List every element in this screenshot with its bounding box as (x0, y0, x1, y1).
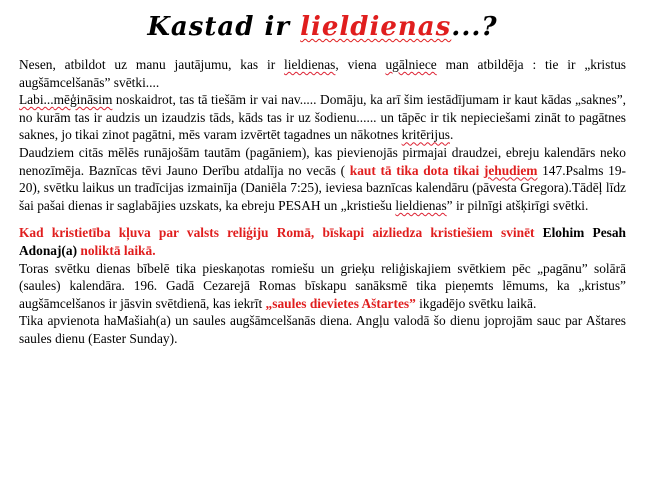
p2-text-c: noskaidrot, tas tā tiešām ir vai nav..... Domāju, ka arī šim iestādījumam ir kaut kādas „saknes”, no kurām tas ir audzis un izaudzis tāds, kāds tas ir uz šodienu...... un tāpēc ir tik nepieciešami zināt to pagātnes saknes, jo tikai zinot pagātni, mēs varam izvērtēt tagadnes un nākotnes (19, 92, 626, 143)
p5-text-c: ikgadējo svētku laikā. (415, 295, 537, 311)
p1-text-c: , viena (335, 57, 386, 72)
p3-highlight: kaut tā tika dota tikai (349, 162, 484, 178)
p4-text-a: Kad kristietība kļuva par valsts reliģiju Romā, bīskapi aizliedza kristiešiem svinēt (19, 225, 543, 241)
p3-text-a: Daudziem citās mēlēs runājošām tautām (pagāniem), kas pievienojās pirmajai draudzei, ebreju kalendārs neko nenozīmēja. Baznīcas tēvi Jauno Derību atdalīja no vecās ( (19, 144, 626, 178)
p2-term-meginasim: mēģināsim (53, 92, 113, 108)
p1-text-a: Nesen, atbildot uz manu jautājumu, kas ir (19, 57, 285, 72)
p2-text-a: Labi... (19, 92, 54, 108)
p3-term-jehudiem: jehudiem (483, 162, 538, 178)
title-part-1: Kastad ir (147, 12, 301, 42)
p6-text-a: Tika apvienota haMašiah(a) un saules augšāmcelšanās diena. Angļu valodā šo dienu joprojām sauc par Aštares saules dienu (Easter Sunday). (19, 313, 626, 346)
title-part-2: lieldienas (300, 12, 452, 42)
p2-term-kriterijus: kritērijus (401, 127, 450, 143)
document-body (19, 56, 626, 348)
p5-text-a: Toras svētku dienas bībelē tika pieskaņotas romiešu un grieķu reliģiskajiem svētkiem pēc „pagānu” solārā (saules) kalendāra. 196. Gadā Cezarejā Romas bīskapu sanāksmē tika pieņemts lēmums, ka „kristus” augšāmcelšanos ir jāsvin svētdienā, kas iekrīt (19, 260, 626, 311)
paragraph-4 (19, 224, 626, 259)
document-title (0, 12, 645, 42)
paragraph-6 (19, 312, 626, 347)
p3-text-d: 147.Psalms 19-20), svētku laikus un tradīcijas izmainīja (Daniēla 7:25), ieviesa baznīcas kalendāru (pāvesta Gregora).Tādēļ līdz šai pašai dienas ir saglabājies uzskats, ka ebreju PESAH un „kristiešu (19, 162, 626, 213)
p4-text-c: noliktā laikā. (77, 242, 156, 258)
paragraph-1 (19, 56, 626, 91)
p1-text-e: man atbildēja : tie ir „kristus augšāmcelšanās” svētki.... (19, 57, 626, 90)
p1-term-ugalniece: ugālniece (385, 57, 437, 72)
p5-highlight: „saules dievietes Aštartes” (265, 295, 416, 311)
paragraph-3 (19, 144, 626, 214)
spacer (19, 214, 626, 224)
p4-name: Elohim Pesah Adonaj(a) (19, 225, 626, 258)
p1-term-lieldienas: lieldienas (284, 57, 336, 72)
p2-text-e: . (450, 127, 454, 143)
p3-text-f: ” ir pilnīgi atšķirīgi svētki. (446, 197, 589, 213)
paragraph-5 (19, 260, 626, 313)
p3-term-lieldienas: lieldienas (395, 197, 447, 213)
paragraph-2 (19, 91, 626, 144)
title-part-3: ...? (451, 12, 498, 42)
